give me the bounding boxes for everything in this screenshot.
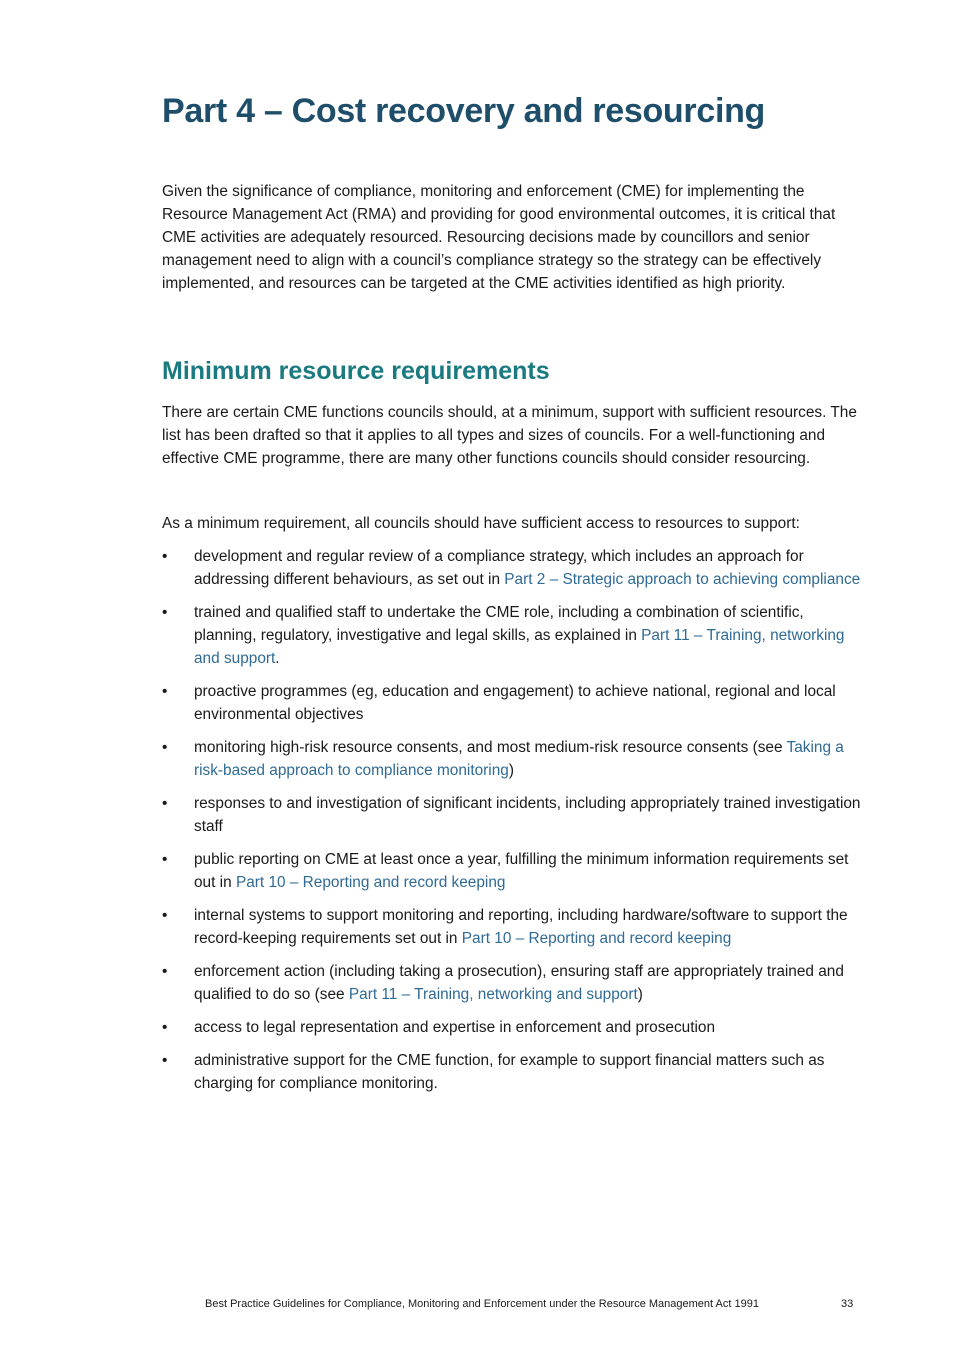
footer-text: Best Practice Guidelines for Compliance, Monitoring and Enforcement under the Resource Management Act 1991 [205, 1298, 759, 1310]
bullet-icon: • [162, 963, 168, 980]
intro-paragraph: Given the significance of compliance, monitoring and enforcement (CME) for implementing the Resource Management Act (RMA) and providing for good environmental outcomes, it is critical that CME activities are adequately resourced. Resourcing decisions made by councillors and senior management need to align with a council’s compliance strategy so the strategy can be effectively implemented, and resources can be targeted at the CME activities identified as high priority. [162, 183, 836, 292]
item-text: trained and qualified staff to undertake the CME role, including a combination of scientific, planning, regulatory, investigative and legal skills, as explained in [194, 604, 804, 644]
item-text: public reporting on CME at least once a year, fulfilling the minimum information requirements set out in [194, 851, 849, 891]
bullet-icon: • [162, 548, 168, 565]
requirements-list [162, 545, 862, 1105]
item-text: responses to and investigation of significant incidents, including appropriately trained investigation staff [194, 795, 861, 835]
cross-reference-link[interactable]: Part 10 – Reporting and record keeping [461, 930, 732, 947]
item-text: monitoring high-risk resource consents, and most medium-risk resource consents (see [194, 739, 787, 756]
list-item [162, 1049, 862, 1095]
requirements-lead: As a minimum requirement, all councils should have sufficient access to resources to support: [162, 515, 800, 532]
bullet-icon: • [162, 683, 168, 700]
cross-reference-link[interactable]: Part 11 – Training, networking and support [194, 627, 845, 667]
bullet-icon: • [162, 1019, 168, 1036]
section-heading: Minimum resource requirements [162, 357, 550, 385]
cross-reference-link[interactable]: Part 2 – Strategic approach to achieving compliance [504, 571, 861, 588]
list-item [162, 1016, 862, 1039]
item-text: administrative support for the CME function, for example to support financial matters such as charging for compliance monitoring. [194, 1052, 825, 1092]
cross-reference-link[interactable]: Part 10 – Reporting and record keeping [235, 874, 506, 891]
bullet-icon: • [162, 1052, 168, 1069]
list-item [162, 960, 862, 1006]
item-text-end: ) [508, 762, 514, 779]
page-number: 33 [841, 1298, 854, 1310]
list-item [162, 680, 862, 726]
list-item [162, 601, 862, 670]
list-item [162, 545, 862, 591]
item-text: access to legal representation and expertise in enforcement and prosecution [194, 1019, 716, 1036]
bullet-icon: • [162, 795, 168, 812]
item-text: internal systems to support monitoring and reporting, including hardware/software to support the record-keeping requirements set out in [194, 907, 848, 947]
item-text: proactive programmes (eg, education and engagement) to achieve national, regional and local environmental objectives [194, 683, 836, 723]
bullet-icon: • [162, 604, 168, 621]
bullet-icon: • [162, 739, 168, 756]
item-text-end: ) [637, 986, 643, 1003]
list-item [162, 904, 862, 950]
item-text-end: . [275, 650, 280, 667]
section-body-paragraph: There are certain CME functions councils should, at a minimum, support with sufficient resources. The list has been drafted so that it applies to all types and sizes of councils. For a well-functioning and effective CME programme, there are many other functions councils should consider resourcing. [162, 404, 857, 467]
list-item [162, 792, 862, 838]
bullet-icon: • [162, 851, 168, 868]
bullet-icon: • [162, 907, 168, 924]
cross-reference-link[interactable]: Part 11 – Training, networking and support [348, 986, 638, 1003]
page-title: Part 4 – Cost recovery and resourcing [162, 92, 766, 130]
item-text: development and regular review of a compliance strategy, which includes an approach for addressing different behaviours, as set out in [194, 548, 804, 588]
list-item [162, 736, 862, 782]
cross-reference-link[interactable]: Taking a risk-based approach to compliance monitoring [194, 739, 844, 779]
item-text: enforcement action (including taking a prosecution), ensuring staff are appropriately trained and qualified to do so (see [194, 963, 844, 1003]
list-item [162, 848, 862, 894]
